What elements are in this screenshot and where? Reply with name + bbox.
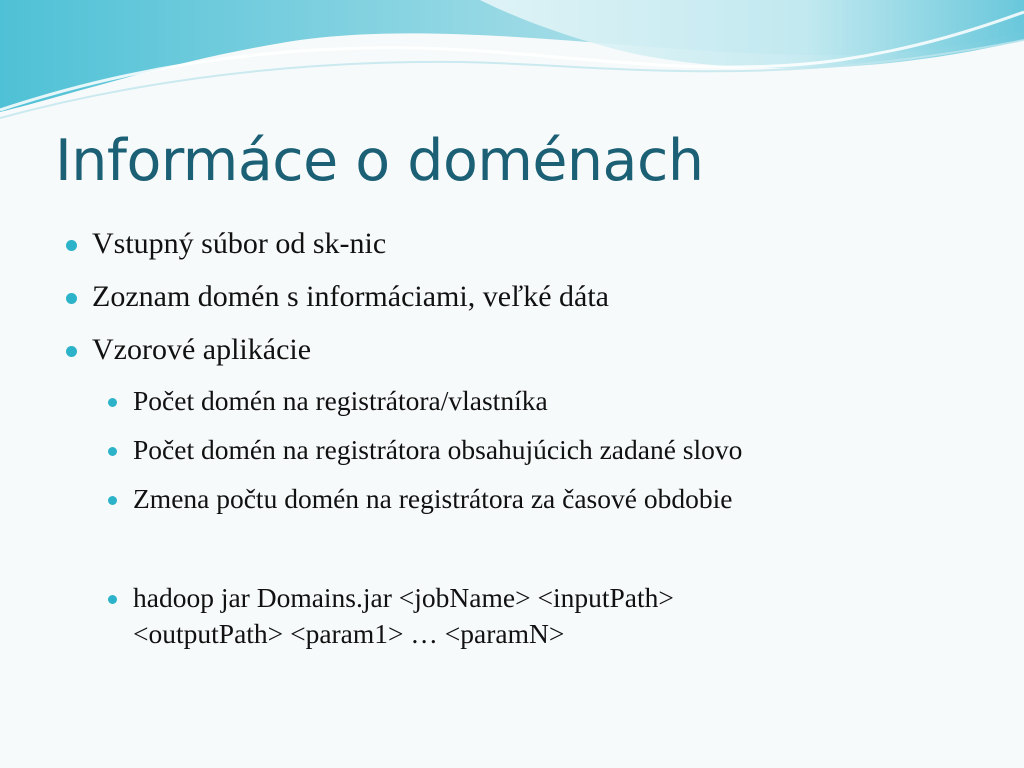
sub-bullet-item [133, 434, 742, 466]
sub-bullet-item [133, 483, 732, 515]
command-line-2: <outputPath> <param1> … <paramN> [133, 618, 565, 649]
bullet-dot-icon [108, 398, 117, 407]
command-bullet-item [133, 582, 674, 650]
sub-bullet-text: Počet domén na registrátora/vlastníka [133, 385, 548, 416]
bullet-item [92, 333, 311, 367]
bullet-dot-icon [66, 240, 77, 251]
sub-bullet-text: Zmena počtu domén na registrátora za časové obdobie [133, 483, 733, 514]
bullet-dot-icon [108, 447, 117, 456]
bullet-text: Vstupný súbor od sk-nic [92, 227, 387, 260]
bullet-item [92, 280, 609, 314]
bullet-item [92, 227, 386, 261]
slide-title: Informáce o doménach [55, 128, 704, 194]
sub-bullet-text: Počet domén na registrátora obsahujúcich zadané slovo [133, 434, 743, 465]
bullet-dot-icon [108, 496, 117, 505]
bullet-dot-icon [66, 293, 77, 304]
bullet-dot-icon [108, 595, 117, 604]
sub-bullet-item [133, 385, 548, 417]
command-line-1: hadoop jar Domains.jar <jobName> <inputPath> [133, 582, 674, 613]
bullet-dot-icon [66, 346, 77, 357]
bullet-text: Zoznam domén s informáciami, veľké dáta [92, 280, 610, 313]
bullet-text: Vzorové aplikácie [92, 333, 312, 366]
